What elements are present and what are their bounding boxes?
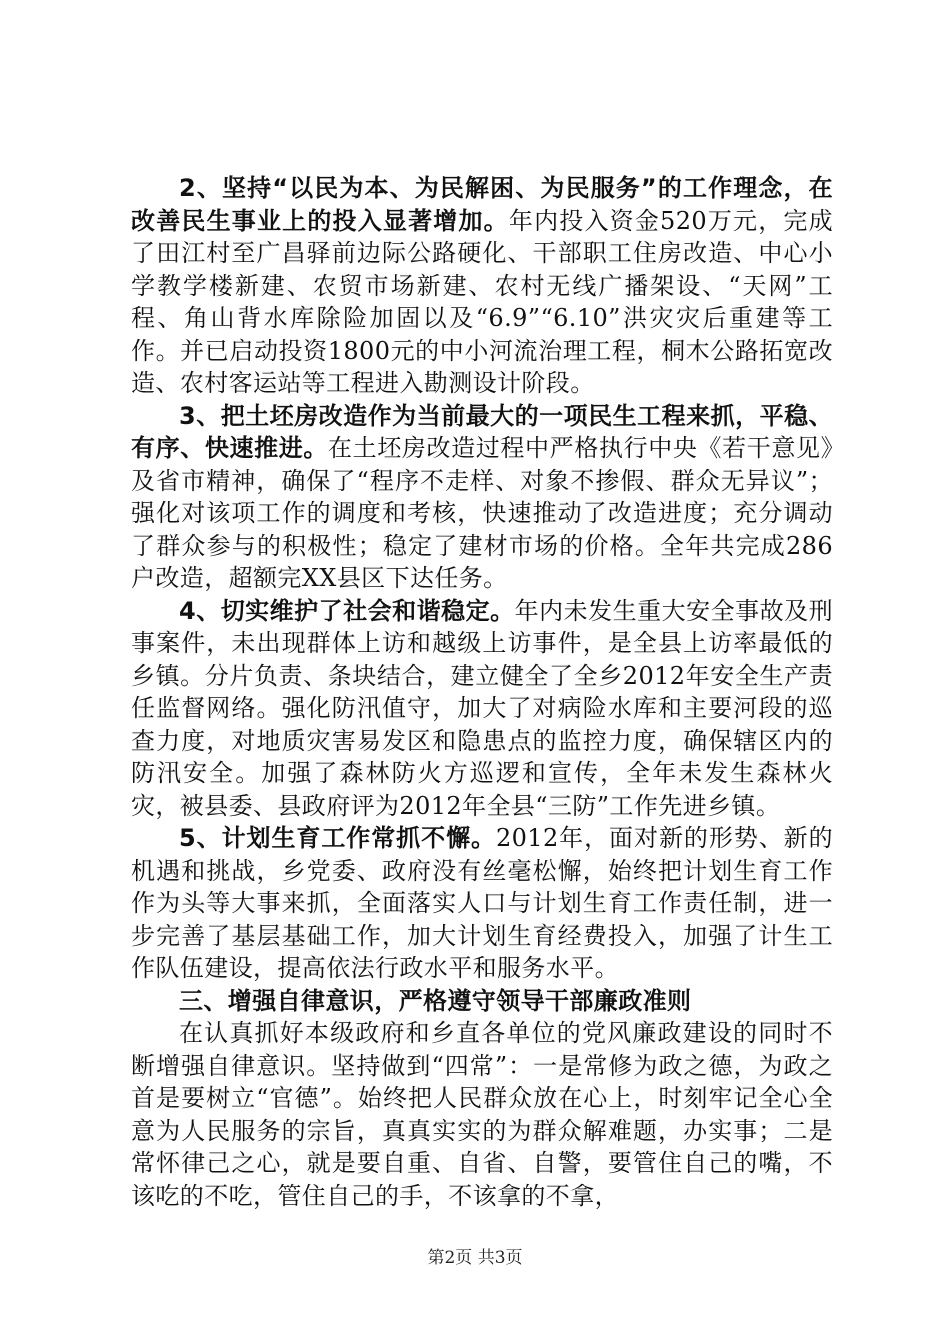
paragraph-item-2 [131, 172, 833, 400]
paragraph-lead: 5、计划生育工作常抓不懈。 [179, 824, 496, 852]
paragraph-item-3 [131, 400, 833, 595]
paragraph-lead: 2、坚持“以民为本、为民解困、为民服务”的工作理念，在改善民生事业上的投入显著增加。 [131, 174, 833, 235]
paragraph-text: 年内投入资金520万元，完成了田江村至广昌驿前边际公路硬化、干部职工住房改造、中心小学教学楼新建、农贸市场新建、农村无线广播架设、“天网”工程、角山背水库除险加固以及“6.9”“6.10”洪灾灾后重建等工作。并已启动投资1800元的中小河流治理工程，桐木公路拓宽改造、农村客运站等工程进入勘测设计阶段。 [131, 206, 833, 397]
document-body [131, 172, 833, 1212]
paragraph-text: 2012年，面对新的形势、新的机遇和挑战，乡党委、政府没有丝毫松懈，始终把计划生育工作作为头等大事来抓，全面落实人口与计划生育工作责任制，进一步完善了基层基础工作，加大计划生育经费投入，加强了计生工作队伍建设，提高依法行政水平和服务水平。 [131, 824, 833, 982]
section-heading: 三、增强自律意识，严格遵守领导干部廉政准则 [179, 986, 692, 1015]
paragraph-item-5 [131, 822, 833, 985]
closing-paragraph: 在认真抓好本级政府和乡直各单位的党风廉政建设的同时不断增强自律意识。坚持做到“四常”：一是常修为政之德，为政之首是要树立“官德”。始终把人民群众放在心上，时刻牢记全心全意为人民服务的宗旨，真真实实的为群众解难题，办实事；二是常怀律己之心，就是要自重、自省、自警，要管住自己的嘴，不该吃的不吃，管住自己的手，不该拿的不拿， [131, 1019, 833, 1210]
page-footer: 第2页 共3页 [427, 1248, 523, 1268]
paragraph-lead: 3、把土坯房改造作为当前最大的一项民生工程来抓，平稳、有序、快速推进。 [131, 401, 833, 462]
paragraph-lead: 4、切实维护了社会和谐稳定。 [179, 596, 515, 625]
paragraph-item-4 [131, 595, 833, 823]
paragraph-text: 年内未发生重大安全事故及刑事案件，未出现群体上访和越级上访事件，是全县上访率最低的乡镇。分片负责、条块结合，建立健全了全乡2012年安全生产责任监督网络。强化防汛值守，加大了对病险水库和主要河段的巡查力度，对地质灾害易发区和隐患点的监控力度，确保辖区内的防汛安全。加强了森林防火方巡逻和宣传，全年未发生森林火灾，被县委、县政府评为2012年全县“三防”工作先进乡镇。 [131, 596, 833, 820]
paragraph-text: 在土坯房改造过程中严格执行中央《若干意见》及省市精神，确保了“程序不走样、对象不掺假、群众无异议”；强化对该项工作的调度和考核，快速推动了改造进度；充分调动了群众参与的积极性；稳定了建材市场的价格。全年共完成286户改造，超额完XX县区下达任务。 [131, 434, 833, 592]
